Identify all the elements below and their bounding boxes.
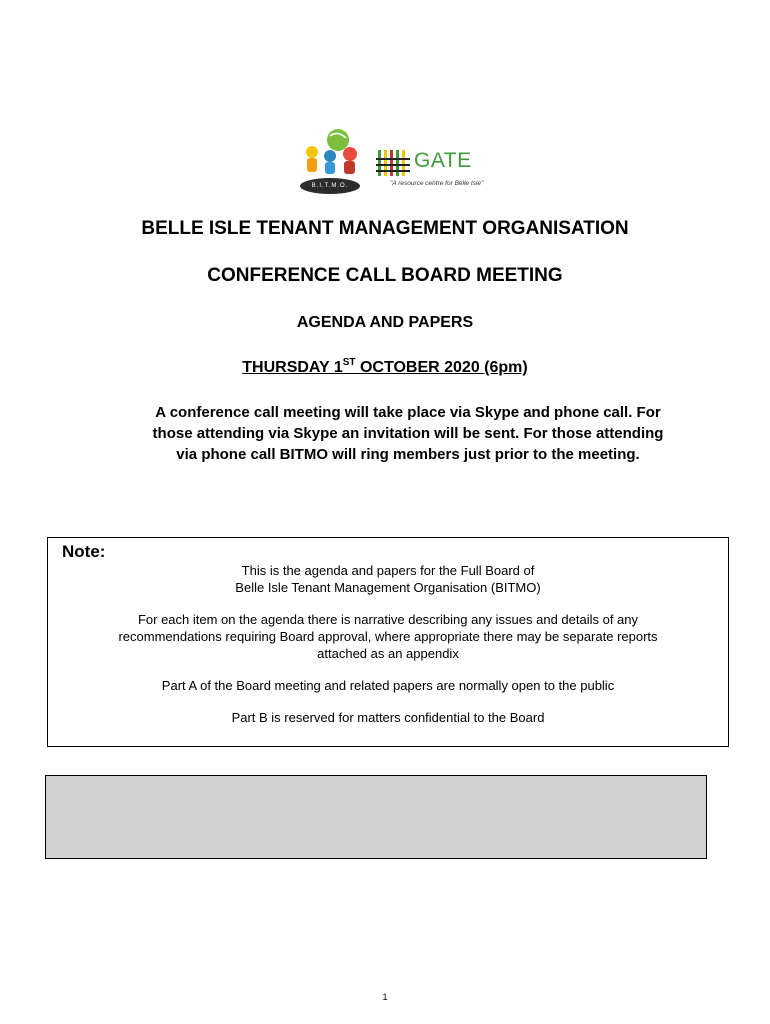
- note-line: attached as an appendix: [317, 646, 459, 661]
- date-day: THURSDAY 1: [242, 359, 343, 376]
- note-line: Belle Isle Tenant Management Organisation (BITMO): [235, 580, 541, 595]
- note-line: recommendations requiring Board approval, where appropriate there may be separate reports: [118, 629, 658, 644]
- bitmo-logo: [292, 126, 370, 196]
- meeting-date-text: [242, 359, 527, 376]
- intro-line: via phone call BITMO will ring members just prior to the meeting.: [176, 446, 640, 463]
- gate-logo-name: GATE: [414, 149, 472, 172]
- note-paragraph: [48, 611, 728, 662]
- note-paragraph: Part B is reserved for matters confidential to the Board: [231, 710, 545, 725]
- date-rest: OCTOBER 2020 (6pm): [355, 359, 528, 376]
- bitmo-logo-text: B.I.T.M.O.: [311, 183, 349, 189]
- intro-paragraph: [100, 402, 716, 465]
- note-title: Note:: [62, 542, 106, 561]
- note-box: [47, 537, 729, 747]
- note-paragraph: [48, 562, 728, 596]
- date-ordinal: ST: [342, 357, 356, 368]
- gate-logo-tagline: "A resource centre for Belle Isle": [390, 180, 484, 187]
- organisation-heading: BELLE ISLE TENANT MANAGEMENT ORGANISATION: [141, 218, 629, 239]
- page-number: 1: [382, 992, 388, 1002]
- note-paragraph: Part A of the Board meeting and related papers are normally open to the public: [161, 678, 615, 693]
- note-line: For each item on the agenda there is narrative describing any issues and details of any: [137, 612, 639, 627]
- logo-area: [292, 126, 492, 198]
- intro-line: A conference call meeting will take place via Skype and phone call. For: [155, 404, 661, 421]
- meeting-date: [0, 359, 770, 377]
- meeting-heading: CONFERENCE CALL BOARD MEETING: [207, 265, 563, 286]
- note-line: This is the agenda and papers for the Full Board of: [241, 563, 535, 578]
- intro-line: those attending via Skype an invitation will be sent. For those attending: [152, 425, 664, 442]
- agenda-subtitle: AGENDA AND PAPERS: [296, 314, 474, 331]
- gate-logo: [376, 146, 486, 194]
- note-body: [48, 562, 728, 741]
- grey-shaded-box: [45, 775, 707, 859]
